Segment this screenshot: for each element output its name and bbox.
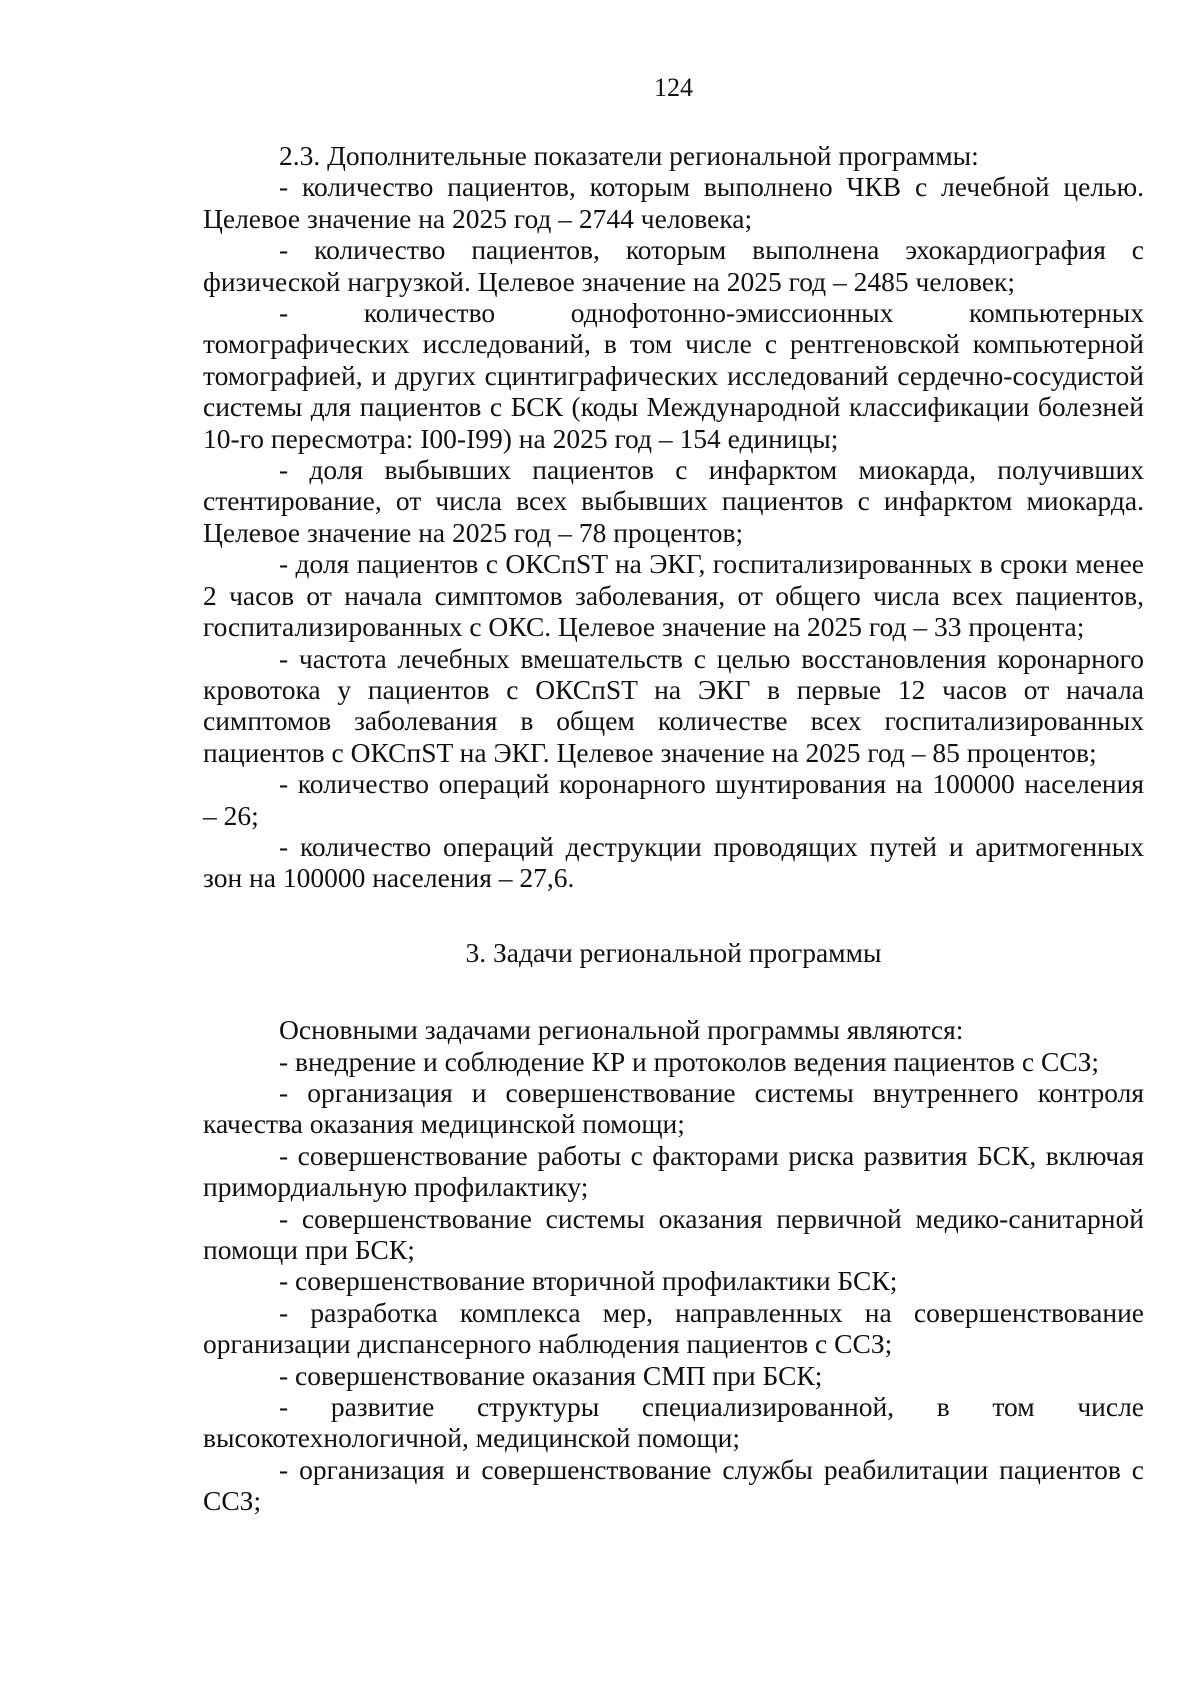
section-3 (203, 1014, 1144, 1517)
indicator-item: - количество операций деструкции проводящих путей и аритмогенных зон на 100000 населения – 27,6. (203, 830, 1144, 894)
section-2-3-intro: 2.3. Дополнительные показатели региональной программы: (279, 140, 979, 171)
indicator-item: - доля выбывших пациентов с инфарктом миокарда, получивших стентирование, от числа всех выбывших пациентов с инфарктом миокарда. Целевое значение на 2025 год – 78 процентов; (203, 454, 1144, 548)
indicator-item: - доля пациентов с ОКСпST на ЭКГ, госпитализированных в сроки менее 2 часов от начала симптомов заболевания, от общего числа всех пациентов, госпитализированных с ОКС. Целевое значение на 2025 год – 33 процента; (203, 548, 1144, 643)
task-item: - совершенствование вторичной профилактики БСК; (279, 1265, 898, 1297)
indicator-item: - количество пациентов, которым выполнена эхокардиография с физической нагрузкой. Целевое значение на 2025 год – 2485 человек; (203, 234, 1144, 297)
task-item: - совершенствование работы с факторами риска развития БСК, включая примордиальную профилактику; (203, 1139, 1144, 1203)
section-2-3 (203, 140, 1144, 894)
indicator-item: - количество пациентов, которым выполнено ЧКВ с лечебной целью. Целевое значение на 2025 год – 2744 человека; (203, 171, 1144, 234)
indicator-item: - количество операций коронарного шунтирования на 100000 населения – 26; (203, 768, 1144, 831)
document-page (203, 72, 1144, 1517)
indicator-item: - количество однофотонно-эмиссионных компьютерных томографических исследований, в том числе с рентгеновской компьютерной томографией, и других сцинтиграфических исследований сердечно-сосудистой системы для пациентов с БСК (коды Международной классификации болезней 10-го пересмотра: I00-I99) на 2025 год – 154 единицы; (203, 297, 1144, 454)
page-number: 124 (654, 73, 693, 102)
indicator-item: - частота лечебных вмешательств с целью восстановления коронарного кровотока у пациентов с ОКСпST на ЭКГ в первые 12 часов от начала симптомов заболевания в общем количестве всех госпитализированных пациентов с ОКСпST на ЭКГ. Целевое значение на 2025 год – 85 процентов; (203, 642, 1144, 768)
task-item: - совершенствование системы оказания первичной медико-санитарной помощи при БСК; (203, 1202, 1144, 1265)
section-3-intro: Основными задачами региональной программы являются: (279, 1014, 964, 1046)
task-item: - организация и совершенствование службы реабилитации пациентов с ССЗ; (203, 1453, 1144, 1517)
task-item: - развитие структуры специализированной, в том числе высокотехнологичной, медицинской помощи; (203, 1391, 1144, 1454)
task-item: - организация и совершенствование системы внутреннего контроля качества оказания медицинской помощи; (203, 1076, 1144, 1140)
section-3-heading: 3. Задачи региональной программы (465, 936, 882, 968)
task-item: - совершенствование оказания СМП при БСК; (279, 1359, 823, 1391)
task-item: - разработка комплекса мер, направленных на совершенствование организации диспансерного наблюдения пациентов с ССЗ; (203, 1296, 1144, 1360)
task-item: - внедрение и соблюдение КР и протоколов ведения пациентов с ССЗ; (279, 1045, 1100, 1077)
